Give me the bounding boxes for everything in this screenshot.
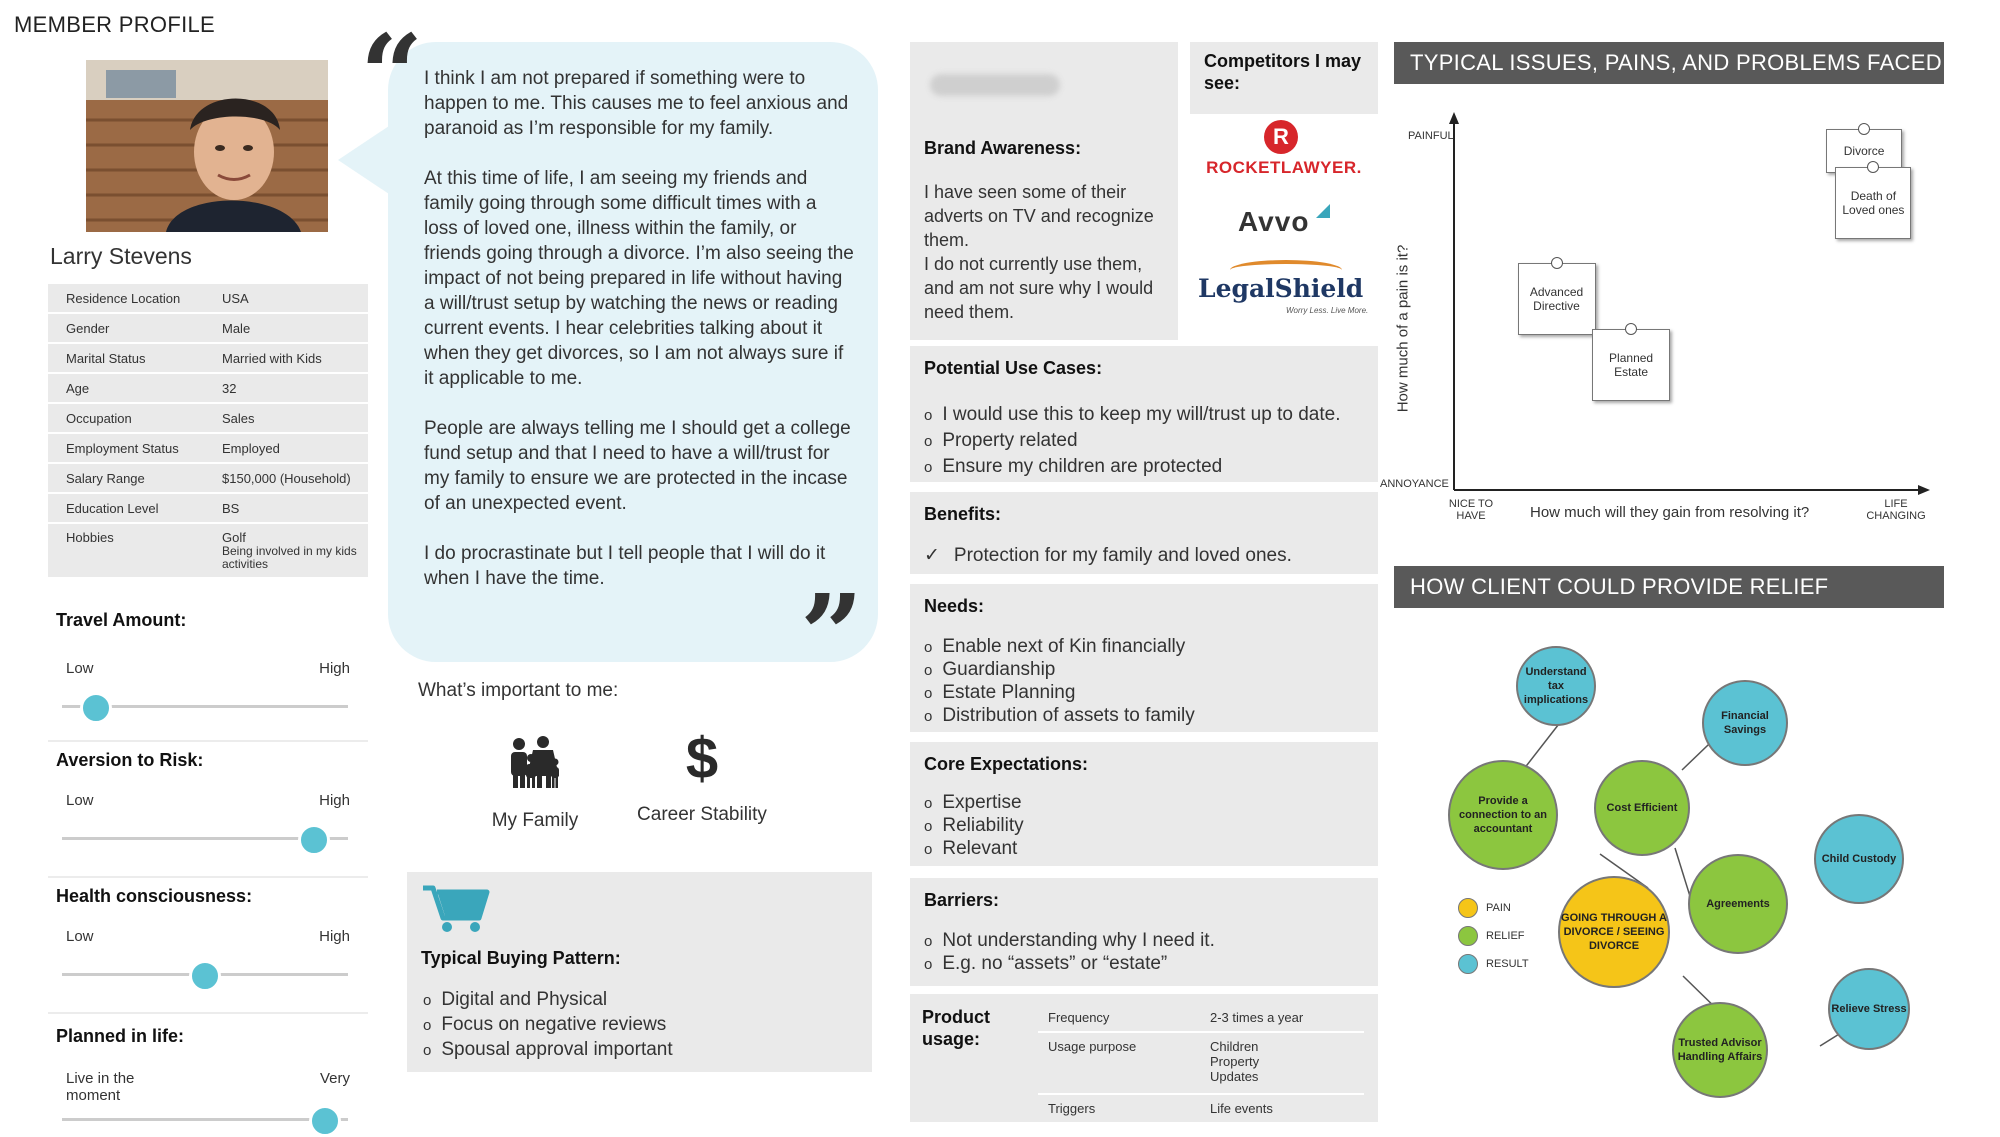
- hobby-1: Golf: [222, 530, 246, 545]
- slider-knob[interactable]: [309, 1105, 341, 1137]
- usage-value: 2-3 times a year: [1210, 1010, 1304, 1025]
- competitor-logos: [1190, 114, 1378, 340]
- important-label: Career Stability: [637, 804, 767, 825]
- check-icon: ✓: [924, 545, 940, 566]
- node-result: Understand tax implications: [1516, 646, 1596, 726]
- node-result: Relieve Stress: [1828, 968, 1910, 1050]
- slider-high-label: Very: [319, 1070, 350, 1087]
- legend-result-label: RESULT: [1486, 958, 1529, 970]
- note-label: Death of Loved ones: [1842, 188, 1905, 217]
- quote-text: [424, 66, 854, 616]
- relief-diagram: [1380, 620, 1940, 1120]
- benefit-text: Protection for my family and loved ones.: [953, 545, 1292, 566]
- legalshield-tagline: Worry Less. Live More.: [1286, 306, 1369, 315]
- note-label: Planned Estate: [1609, 350, 1654, 379]
- product-usage-table: [1038, 1004, 1364, 1122]
- slider-health: [48, 878, 368, 1014]
- list-item: o Property related: [924, 428, 1340, 454]
- demo-row-education: [48, 494, 368, 524]
- use-cases-list: [924, 402, 1340, 480]
- slider-low-label: Low: [66, 660, 94, 677]
- y-bottom-label: ANNOYANCE: [1380, 478, 1449, 490]
- barriers-title: Barriers:: [924, 890, 1000, 910]
- brand-awareness-text: I have seen some of their adverts on TV and recognize them. I do not currently use them, and am not sure why I would need them.: [924, 182, 1154, 322]
- slider-low-label: Live in the moment: [66, 1070, 135, 1104]
- relief-header: HOW CLIENT COULD PROVIDE RELIEF: [1394, 566, 1944, 608]
- competitors-box: [1190, 42, 1378, 340]
- node-relief: Agreements: [1688, 854, 1788, 954]
- slider-high-label: High: [319, 792, 350, 809]
- list-item: o I would use this to keep my will/trust up to date.: [924, 402, 1340, 428]
- list-item: o Estate Planning: [924, 682, 1195, 705]
- important-item-career: [622, 728, 782, 826]
- demo-row-salary: [48, 464, 368, 494]
- sticky-note: [1518, 263, 1596, 335]
- slider-high-label: High: [319, 928, 350, 945]
- slider-title: Health consciousness:: [56, 886, 253, 906]
- avvo-mark-icon: [1316, 204, 1330, 218]
- slider-track[interactable]: [62, 1118, 348, 1121]
- slider-low-label: Low: [66, 792, 94, 809]
- core-expectations-title: Core Expectations:: [924, 754, 1089, 774]
- x-left-label: NICE TO HAVE: [1448, 498, 1494, 522]
- demo-value: Sales: [222, 410, 255, 426]
- demo-label: Occupation: [66, 410, 132, 426]
- barriers-box: [910, 878, 1378, 986]
- pains-header: TYPICAL ISSUES, PAINS, AND PROBLEMS FACED: [1394, 42, 1944, 84]
- list-item: o Not understanding why I need it.: [924, 930, 1215, 953]
- demo-label: Hobbies: [66, 530, 114, 545]
- list-item: o Enable next of Kin financially: [924, 636, 1195, 659]
- barriers-list: [924, 930, 1215, 976]
- list-item: o Ensure my children are protected: [924, 454, 1340, 480]
- usage-value: Life events: [1210, 1101, 1273, 1116]
- quote-paragraph: I do procrastinate but I tell people that I will do it when I have the time.: [424, 543, 826, 589]
- legend-relief-dot: [1458, 926, 1478, 946]
- demo-value: Married with Kids: [222, 350, 322, 366]
- legend-pain-label: PAIN: [1486, 902, 1511, 914]
- person-name: Larry Stevens: [50, 243, 192, 269]
- slider-travel: [48, 610, 368, 742]
- needs-box: [910, 584, 1378, 732]
- note-label: Advanced Directive: [1529, 284, 1584, 313]
- avatar: [86, 60, 328, 232]
- list-item: o Reliability: [924, 815, 1024, 838]
- node-pain: GOING THROUGH A DIVORCE / SEEING DIVORCE: [1558, 876, 1670, 988]
- slider-title: Travel Amount:: [56, 610, 187, 630]
- benefits-box: [910, 492, 1378, 574]
- slider-risk: [48, 742, 368, 878]
- node-relief: Provide a connection to an accountant: [1448, 760, 1558, 870]
- demo-value: Employed: [222, 440, 280, 456]
- core-expectations-list: [924, 792, 1024, 861]
- blurred-logo: [930, 74, 1060, 96]
- slider-high-label: High: [319, 660, 350, 677]
- important-label: My Family: [491, 810, 579, 831]
- slider-low-label: Low: [66, 928, 94, 945]
- demo-row-gender: [48, 314, 368, 344]
- demo-label: Salary Range: [66, 470, 145, 486]
- legend-relief-label: RELIEF: [1486, 930, 1525, 942]
- quote-paragraph: People are always telling me I should get a college fund setup and that I need to have a will/trust for my family to ensure we are protected in the incase of an unexpected event.: [424, 418, 851, 514]
- usage-label: Usage purpose: [1048, 1039, 1137, 1054]
- cart-icon: [421, 884, 491, 939]
- list-item: o Spousal approval important: [423, 1038, 673, 1063]
- table-row: [1038, 1095, 1364, 1122]
- pains-chart: [1380, 100, 1940, 540]
- demo-label: Age: [66, 380, 90, 396]
- note-label: Divorce: [1843, 144, 1885, 159]
- rocketlawyer-mark: R: [1264, 120, 1298, 154]
- list-item: o Distribution of assets to family: [924, 705, 1195, 728]
- sticky-note: [1835, 167, 1911, 239]
- table-row: [1038, 1033, 1364, 1095]
- slider-knob[interactable]: [298, 824, 330, 856]
- hobby-2: Being involved in my kids activities: [222, 544, 357, 571]
- demo-value: 32: [222, 380, 237, 396]
- demo-label: Education Level: [66, 500, 159, 516]
- demo-row-residence: [48, 284, 368, 314]
- node-result: Financial Savings: [1702, 680, 1788, 766]
- list-item: o Relevant: [924, 838, 1024, 861]
- demographics-table: [48, 284, 368, 579]
- demo-value: $150,000 (Household): [222, 470, 351, 486]
- demo-row-age: [48, 374, 368, 404]
- slider-planned: [48, 1026, 368, 1122]
- usage-label: Frequency: [1048, 1010, 1110, 1025]
- page-title: MEMBER PROFILE: [14, 12, 216, 37]
- core-expectations-box: [910, 742, 1378, 866]
- demo-label: Marital Status: [66, 350, 146, 366]
- brand-awareness-title: Brand Awareness:: [924, 138, 1082, 158]
- x-axis-title: How much will they gain from resolving it?: [1530, 504, 1810, 521]
- node-relief: Trusted Advisor Handling Affairs: [1672, 1002, 1768, 1098]
- demo-value: BS: [222, 500, 240, 516]
- avvo-logo: Avvo: [1238, 206, 1310, 237]
- list-item: o E.g. no “assets” or “estate”: [924, 953, 1215, 976]
- demo-row-employment: [48, 434, 368, 464]
- buying-pattern-list: [423, 988, 673, 1063]
- brand-awareness-box: [910, 42, 1178, 340]
- needs-list: [924, 636, 1195, 728]
- demo-label: Employment Status: [66, 440, 179, 456]
- buying-pattern-title: Typical Buying Pattern:: [421, 948, 621, 968]
- legend-pain-dot: [1458, 898, 1478, 918]
- needs-title: Needs:: [924, 596, 985, 616]
- sticky-note: [1592, 329, 1670, 401]
- demo-label: Residence Location: [66, 290, 181, 306]
- use-cases-title: Potential Use Cases:: [924, 358, 1103, 378]
- buying-pattern-box: [407, 872, 872, 1072]
- demo-row-marital: [48, 344, 368, 374]
- demo-row-occupation: [48, 404, 368, 434]
- demo-value: USA: [222, 290, 249, 306]
- use-cases-box: [910, 346, 1378, 482]
- slider-knob[interactable]: [80, 692, 112, 724]
- close-quote-icon: ”: [800, 570, 864, 699]
- list-item: o Digital and Physical: [423, 988, 673, 1013]
- product-usage-title: Product usage:: [922, 1007, 991, 1049]
- slider-knob[interactable]: [189, 960, 221, 992]
- demo-row-hobbies: [48, 524, 368, 579]
- competitors-title: Competitors I may see:: [1204, 51, 1362, 93]
- benefit-item: [924, 544, 1292, 567]
- list-item: o Expertise: [924, 792, 1024, 815]
- quote-paragraph: I think I am not prepared if something were to happen to me. This causes me to feel anxious and paranoid as I’m responsible for my family.: [424, 68, 849, 139]
- legend-result-dot: [1458, 954, 1478, 974]
- list-item: o Guardianship: [924, 659, 1195, 682]
- y-axis-title: How much of a pain is it?: [1394, 244, 1412, 413]
- y-top-label: PAINFUL: [1408, 130, 1454, 142]
- benefits-title: Benefits:: [924, 504, 1002, 524]
- demo-value: [218, 524, 368, 577]
- table-row: [1038, 1004, 1364, 1033]
- quote-paragraph: At this time of life, I am seeing my friends and family going through some difficult times with a loss of loved one, illness within the family, or friends going through a divorce. I’m also seeing the impact of not being prepared in life without having a will/trust setup by watching the news or reading current events. I hear celebrities talking about it when they get divorces, so I am not always sure if it applicable to me.: [424, 168, 854, 389]
- x-right-label: LIFE CHANGING: [1866, 498, 1926, 522]
- slider-title: Aversion to Risk:: [56, 750, 204, 770]
- list-item: o Focus on negative reviews: [423, 1013, 673, 1038]
- open-quote-icon: “: [360, 10, 424, 139]
- important-item-family: [480, 736, 590, 832]
- usage-value: Children Property Updates: [1210, 1039, 1260, 1084]
- rocketlawyer-logo: ROCKETLAWYER.: [1206, 158, 1362, 177]
- node-relief: Cost Efficient: [1594, 760, 1690, 856]
- demo-label: Gender: [66, 320, 110, 336]
- legalshield-logo: LegalShield: [1198, 274, 1364, 303]
- family-icon: [480, 736, 590, 796]
- product-usage-box: [910, 994, 1378, 1122]
- slider-title: Planned in life:: [56, 1026, 185, 1046]
- dollar-icon: $: [685, 726, 719, 791]
- node-result: Child Custody: [1814, 814, 1904, 904]
- important-title: What’s important to me:: [418, 680, 619, 701]
- demo-value: Male: [222, 320, 251, 336]
- usage-label: Triggers: [1048, 1101, 1096, 1116]
